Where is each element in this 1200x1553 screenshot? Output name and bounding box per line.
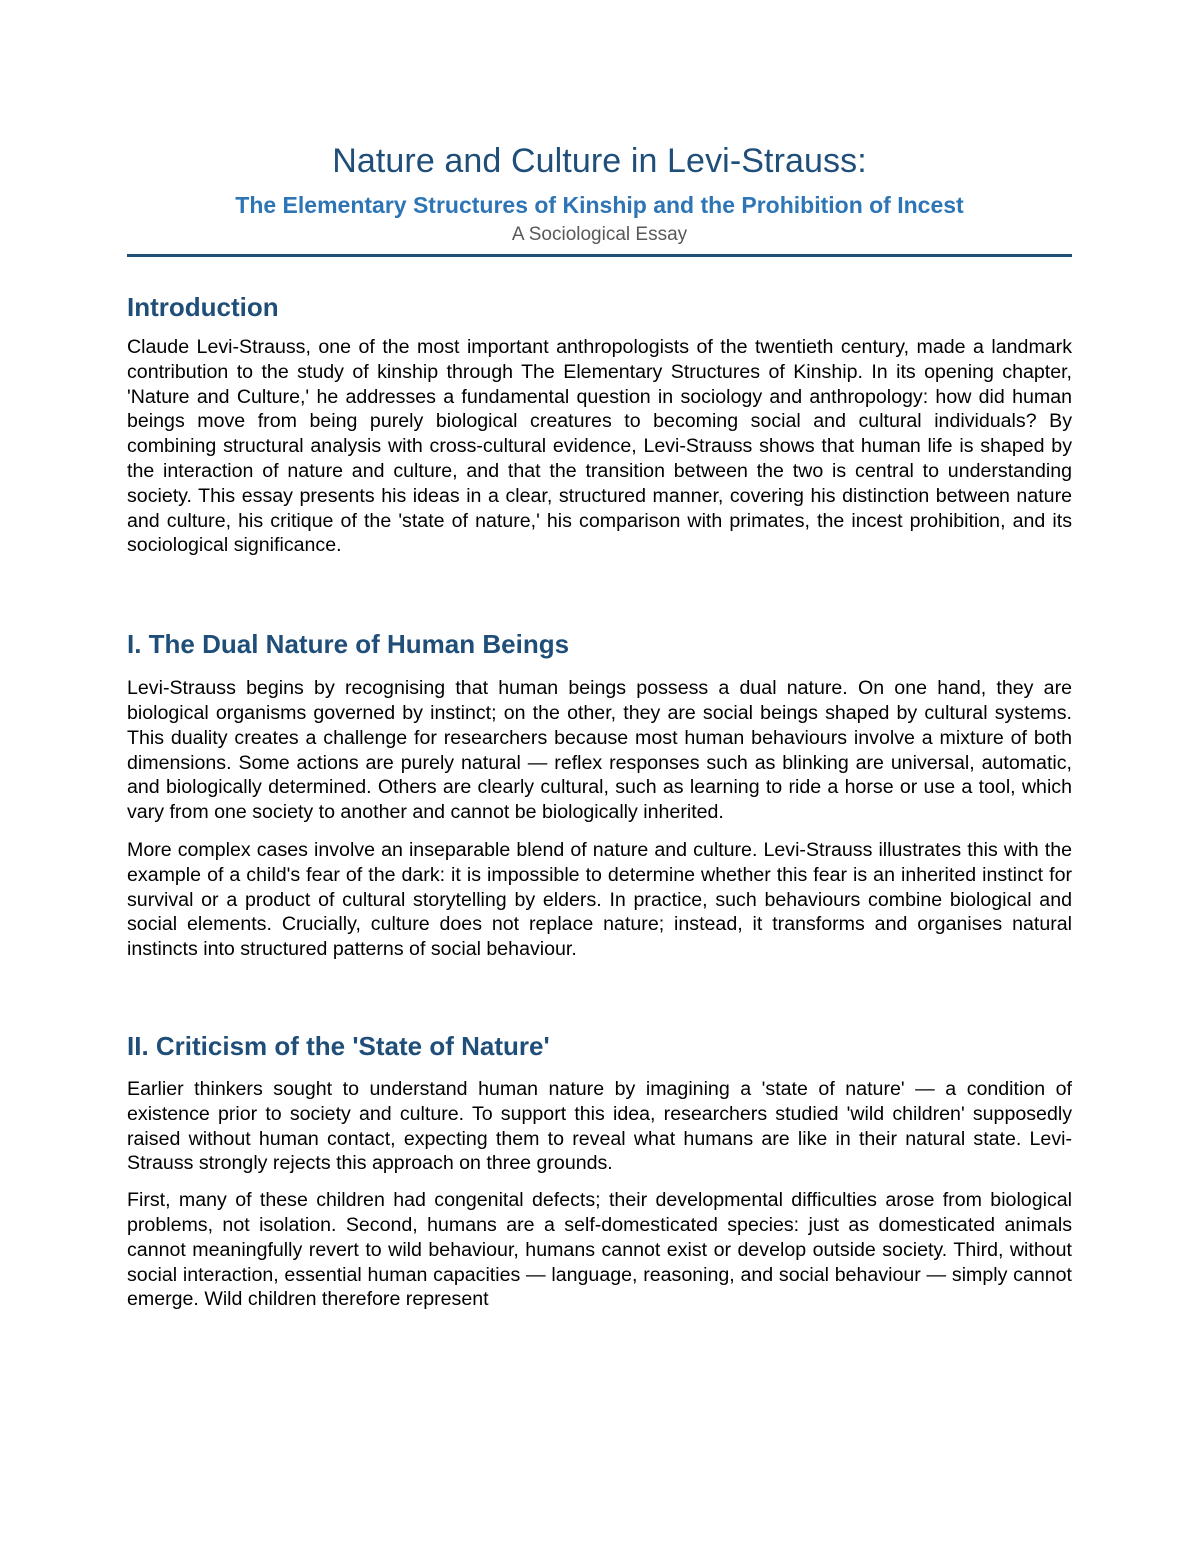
section-paragraph: More complex cases involve an inseparable blend of nature and culture. Levi-Strauss illustrates this with the example of a child's fear of the dark: it is impossible to determine whether this fear is an inherited instinct for survival or a product of cultural storytelling by elders. In practice, such behaviours combine biological and social elements. Crucially, culture does not replace nature; instead, it transforms and organises natural instincts into structured patterns of social behaviour. — [127, 838, 1072, 961]
section-heading: Introduction — [127, 292, 279, 322]
essay-type-label: A Sociological Essay — [511, 224, 688, 245]
section-paragraph: First, many of these children had congenital defects; their developmental difficulties arose from biological problems, not isolation. Second, humans are a self-domesticated species: just as domesticated animals cannot meaningfully revert to wild behaviour, humans cannot exist or develop outside society. Third, without social interaction, essential human capacities — language, reasoning, and social behaviour — simply cannot emerge. Wild children therefore represent — [127, 1189, 1072, 1311]
section-paragraph: Claude Levi-Strauss, one of the most important anthropologists of the twentieth century, made a landmark contribution to the study of kinship through The Elementary Structures of Kinship. In its opening chapter, 'Nature and Culture,' he addresses a fundamental question in sociology and anthropology: how did human beings move from being purely biological creatures to becoming social and cultural individuals? By combining structural analysis with cross-cultural evidence, Levi-Strauss shows that human life is shaped by the interaction of nature and culture, and that the transition between the two is central to understanding society. This essay presents his ideas in a clear, structured manner, covering his distinction between nature and culture, his critique of the 'state of nature,' his comparison with primates, the incest prohibition, and its sociological significance. — [127, 336, 1072, 557]
title-divider — [127, 254, 1072, 257]
document-subtitle: The Elementary Structures of Kinship and the Prohibition of Incest — [235, 192, 964, 218]
section-introduction — [127, 291, 1072, 558]
section-heading: I. The Dual Nature of Human Beings — [127, 629, 570, 660]
section-paragraph: Levi-Strauss begins by recognising that human beings possess a dual nature. On one hand, they are biological organisms governed by instinct; on the other, they are social beings shaped by cultural systems. This duality creates a challenge for researchers because most human behaviours involve a mixture of both dimensions. Some actions are purely natural — reflex responses such as blinking are universal, automatic, and biologically determined. Others are clearly cultural, such as learning to ride a horse or use a tool, which vary from one society to another and cannot be biologically inherited. — [127, 677, 1072, 824]
section-heading: II. Criticism of the 'State of Nature' — [127, 1030, 550, 1061]
section-paragraph: Earlier thinkers sought to understand human nature by imagining a 'state of nature' — a condition of existence prior to society and culture. To support this idea, researchers studied 'wild children' supposedly raised without human contact, expecting them to reveal what humans are like in their natural state. Levi-Strauss strongly rejects this approach on three grounds. — [127, 1077, 1072, 1175]
document-page — [127, 0, 1072, 1312]
document-title: Nature and Culture in Levi-Strauss: — [332, 142, 867, 180]
section-dual-nature — [127, 628, 1072, 962]
section-state-of-nature — [127, 1030, 1072, 1312]
title-block — [127, 0, 1072, 257]
